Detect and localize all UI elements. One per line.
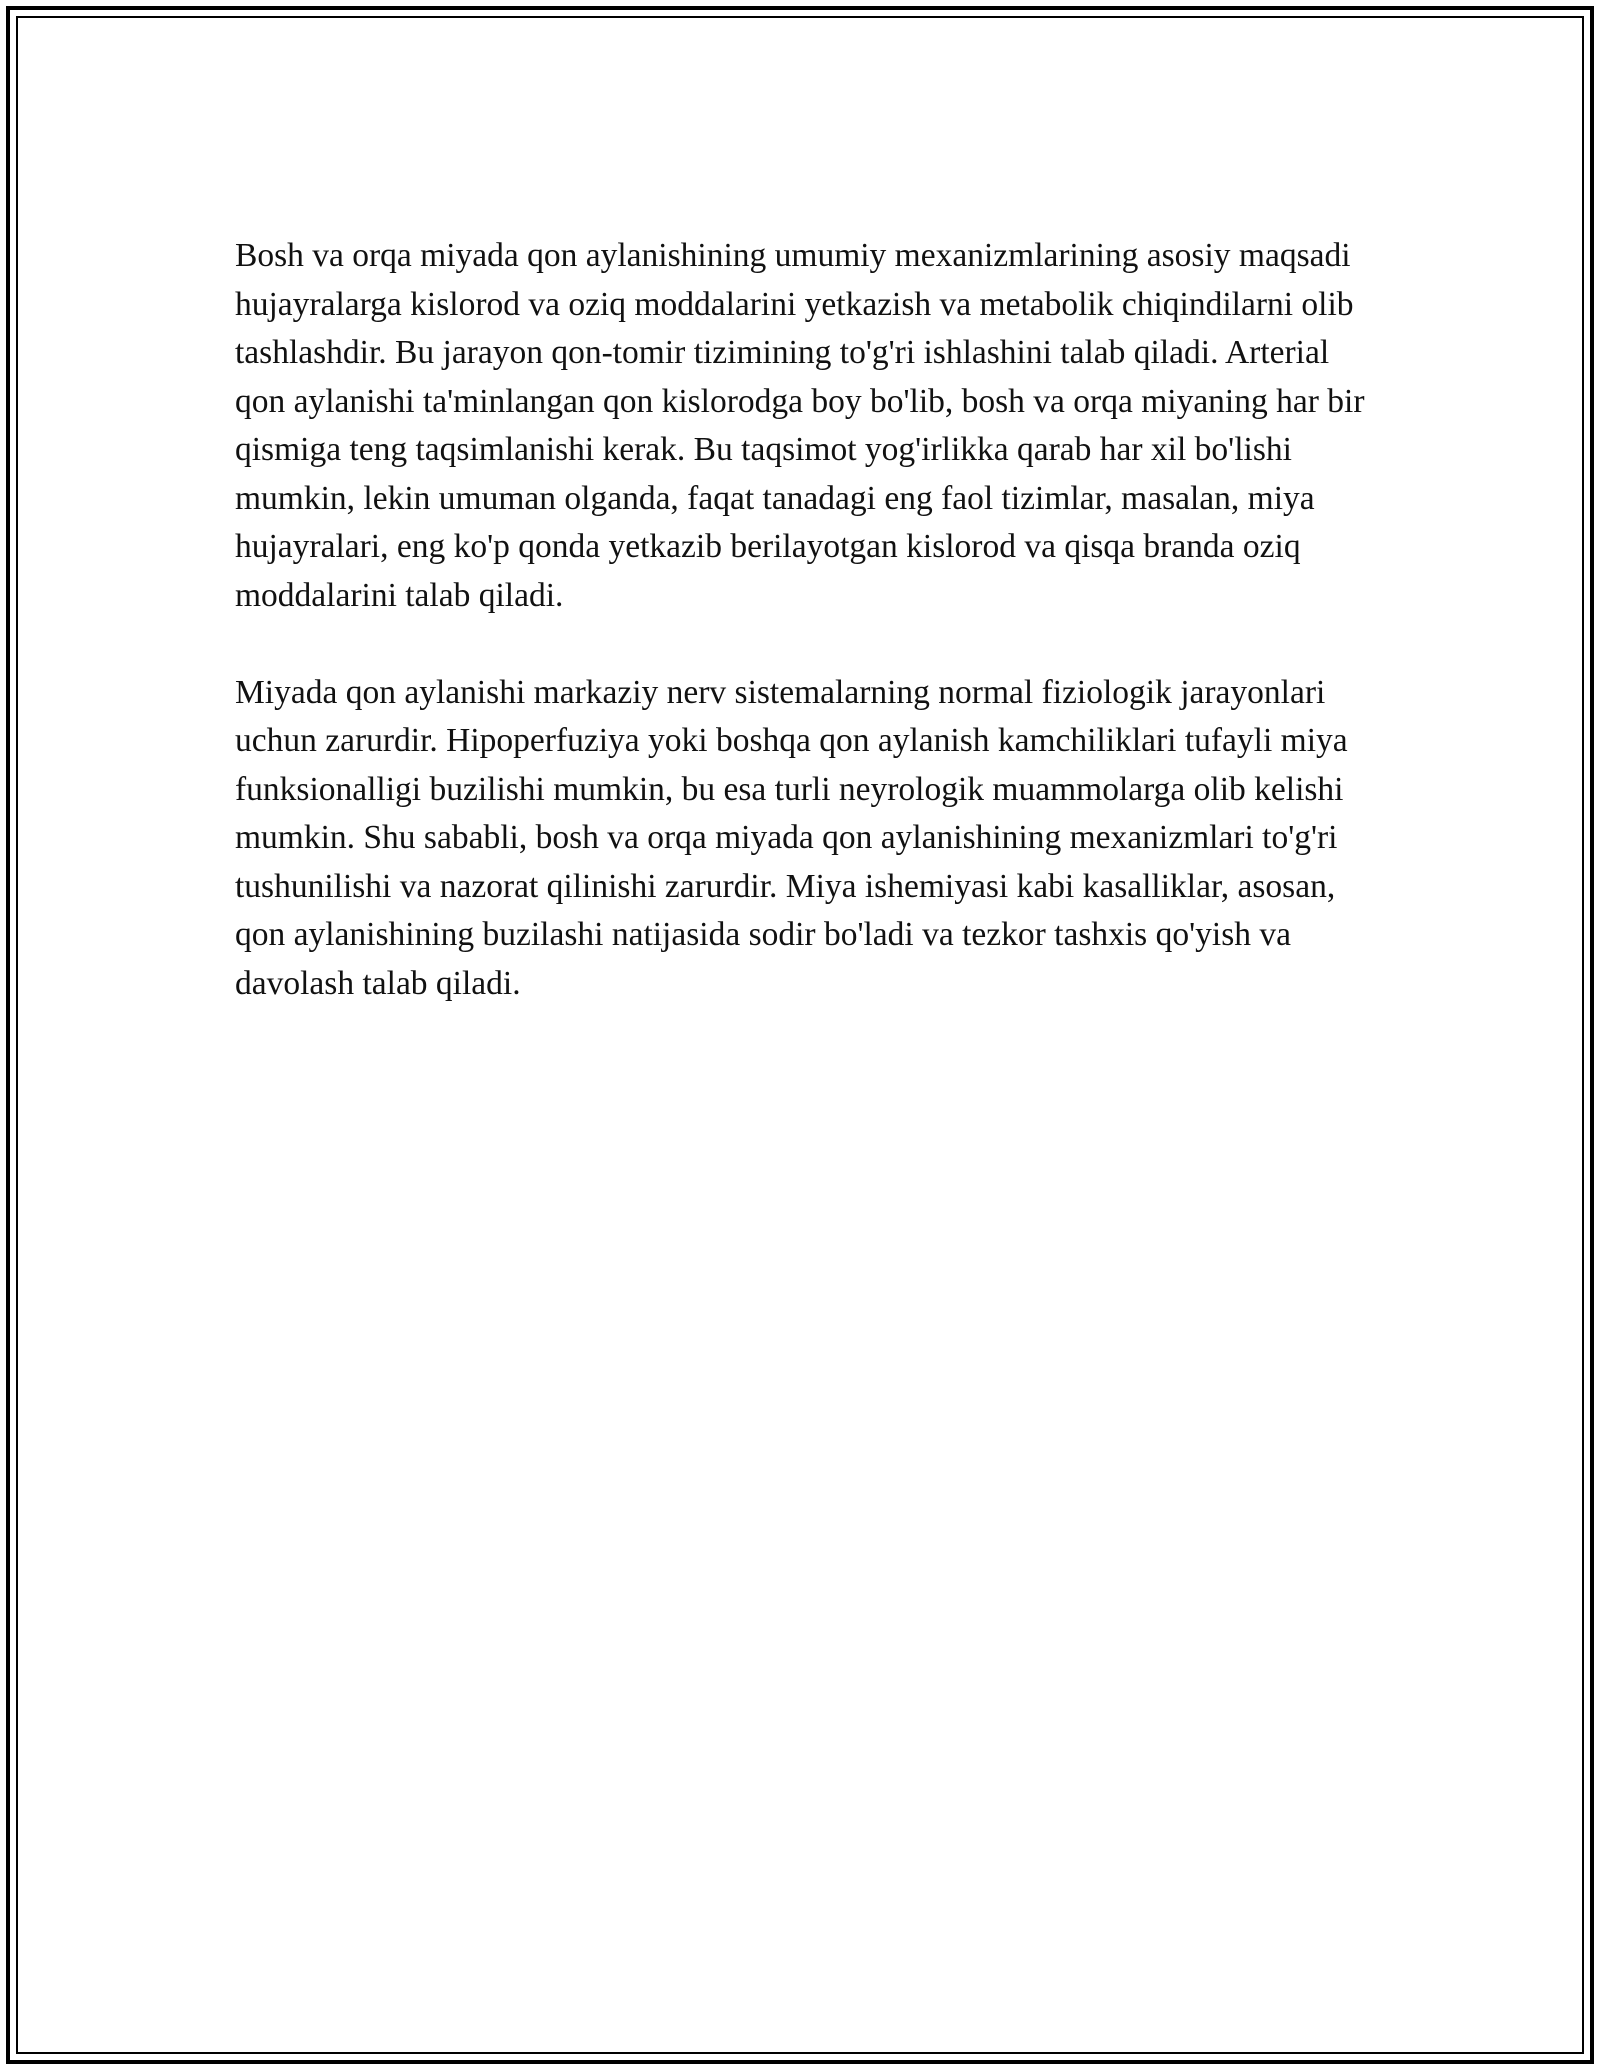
document-body — [235, 232, 1365, 1057]
paragraph-1: Bosh va orqa miyada qon aylanishining umumiy mexanizmlarining asosiy maqsadi hujayralarga kislorod va oziq moddalarini yetkazish va metabolik chiqindilarni olib tashlashdir. Bu jarayon qon-tomir tizimining to'g'ri ishlashini talab qiladi. Arterial qon aylanishi ta'minlangan qon kislorodga boy bo'lib, bosh va orqa miyaning har bir qismiga teng taqsimlanishi kerak. Bu taqsimot yog'irlikka qarab har xil bo'lishi mumkin, lekin umuman olganda, faqat tanadagi eng faol tizimlar, masalan, miya hujayralari, eng ko'p qonda yetkazib berilayotgan kislorod va qisqa branda oziq moddalarini talab qiladi. — [235, 237, 1365, 614]
paragraph-2: Miyada qon aylanishi markaziy nerv sistemalarning normal fiziologik jarayonlari uchun zarurdir. Hipoperfuziya yoki boshqa qon aylanish kamchiliklari tufayli miya funksionalligi buzilishi mumkin, bu esa turli neyrologik muammolarga olib kelishi mumkin. Shu sababli, bosh va orqa miyada qon aylanishining mexanizmlari to'g'ri tushunilishi va nazorat qilinishi zarurdir. Miya ishemiyasi kabi kasalliklar, asosan, qon aylanishining buzilashi natijasida sodir bo'ladi va tezkor tashxis qo'yish va davolash talab qiladi. — [235, 673, 1348, 1002]
